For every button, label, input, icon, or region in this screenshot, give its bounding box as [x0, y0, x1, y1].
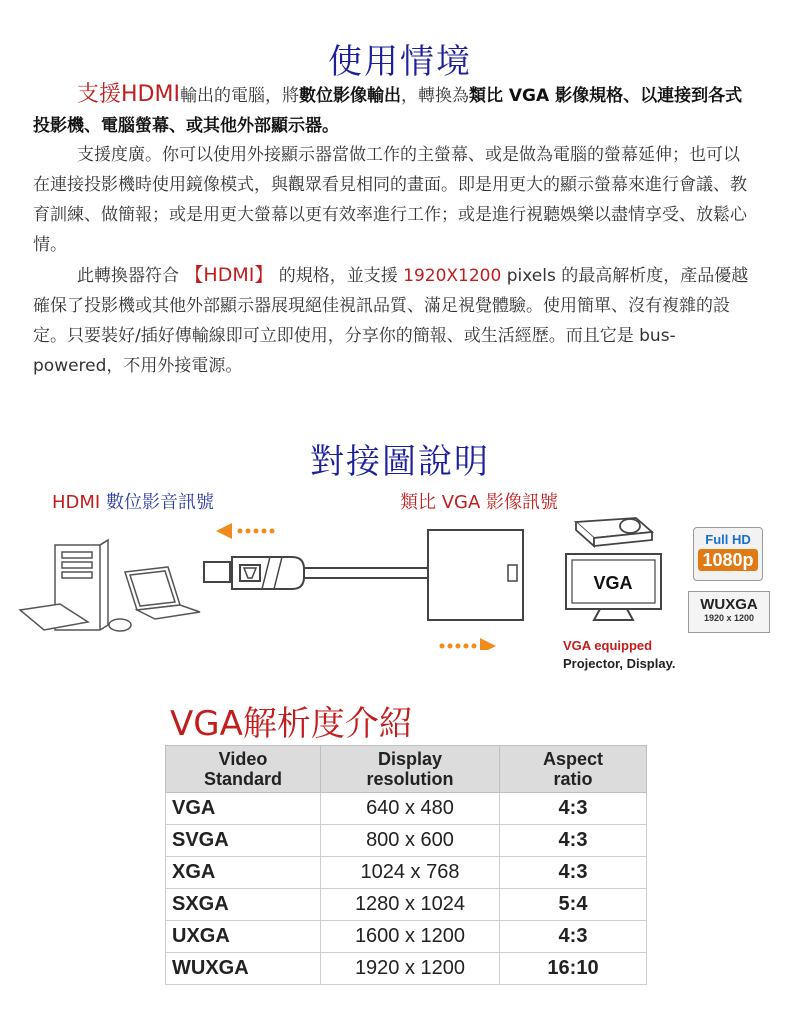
- usage-paragraph-1: [33, 80, 755, 141]
- display-resolution-cell: 1920 x 1200: [321, 953, 500, 985]
- monitor-vga-text: VGA: [593, 573, 633, 593]
- wuxga-badge: [688, 591, 770, 633]
- mouse-icon: [109, 619, 131, 631]
- cable-line: [304, 568, 428, 578]
- p3-text-1: 此轉換器符合: [77, 266, 179, 286]
- p3-text-3: pixels 的最高解析度，產品優越確保了投影機或其他外部顯示器展現絕佳視訊品質、滿足視覺體驗。使用簡單、沒有複雜的設定。只要裝好/插好傳輸線即可立即使用，分享你的簡報、或生活經歷。而且它是 bus-powered，不用外接電源。: [33, 266, 749, 376]
- wuxga-badge-resolution: 1920 x 1200: [703, 613, 755, 623]
- usage-paragraph-2: [33, 140, 755, 260]
- aspect-ratio-cell: 4:3: [500, 921, 647, 953]
- laptop-icon: [125, 567, 200, 619]
- table-row: [166, 953, 647, 985]
- display-resolution-cell: 1024 x 768: [321, 857, 500, 889]
- p1-text-1: 輸出的電腦，將: [179, 86, 299, 106]
- display-resolution-cell: 1280 x 1024: [321, 889, 500, 921]
- usage-title: 使用情境: [328, 42, 472, 82]
- video-standard-cell: UXGA: [166, 921, 321, 953]
- full-hd-text: Full HD: [705, 532, 751, 547]
- table-row: [166, 793, 647, 825]
- video-standard-cell: WUXGA: [166, 953, 321, 985]
- aspect-ratio-cell: 16:10: [500, 953, 647, 985]
- usage-paragraph-3: [33, 260, 755, 381]
- p1-bold-2: 類比 VGA 影像規格、以連接到各式投影機、電腦螢幕、或其他外部顯示器。: [33, 86, 743, 136]
- aspect-ratio-cell: 4:3: [500, 825, 647, 857]
- header-aspect-ratio: Aspect ratio: [500, 746, 647, 793]
- table-row: [166, 889, 647, 921]
- display-resolution-cell: 1600 x 1200: [321, 921, 500, 953]
- hdmi-label-blue: 數位影音訊號: [105, 492, 214, 513]
- full-hd-badge: [693, 527, 763, 581]
- aspect-ratio-cell: 5:4: [500, 889, 647, 921]
- hdmi-support-text: 支援HDMI: [77, 82, 180, 107]
- p3-hdmi-spec: 【HDMI】: [184, 264, 274, 286]
- 1080p-text: 1080p: [698, 549, 758, 571]
- vga-note-line-2: Projector, Display.: [563, 656, 676, 671]
- header-video-standard: Video Standard: [166, 746, 321, 793]
- hdmi-connector-icon: [204, 557, 304, 589]
- vga-signal-label: 類比 VGA 影像訊號: [400, 492, 559, 513]
- video-standard-cell: SXGA: [166, 889, 321, 921]
- aspect-ratio-cell: 4:3: [500, 857, 647, 889]
- vga-adapter-box-icon: [428, 530, 523, 620]
- vga-resolution-title: VGA解析度介紹: [170, 704, 413, 744]
- connection-diagram-title: 對接圖說明: [310, 442, 490, 482]
- wuxga-badge-title: WUXGA: [700, 596, 758, 613]
- right-arrow-icon: [440, 638, 497, 650]
- table-row: [166, 825, 647, 857]
- video-standard-cell: XGA: [166, 857, 321, 889]
- p3-text-2: 的規格，並支援: [278, 266, 398, 286]
- vga-note-line-1: VGA equipped: [563, 638, 653, 653]
- p1-bold-1: 數位影像輸出: [298, 86, 401, 106]
- display-resolution-cell: 800 x 600: [321, 825, 500, 857]
- display-resolution-cell: 640 x 480: [321, 793, 500, 825]
- header-display-resolution: Display resolution: [321, 746, 500, 793]
- projector-icon: [576, 518, 652, 546]
- p1-text-2: ，轉換為: [400, 86, 469, 106]
- table-row: [166, 857, 647, 889]
- table-header-row: [166, 746, 647, 793]
- resolution-table: [165, 745, 647, 985]
- table-row: [166, 921, 647, 953]
- left-arrow-icon: [216, 523, 275, 539]
- vga-equipped-note: [563, 637, 675, 673]
- hdmi-label-red: HDMI: [52, 492, 101, 513]
- connection-diagram: [0, 510, 800, 650]
- p3-max-resolution: 1920X1200: [403, 266, 502, 286]
- video-standard-cell: VGA: [166, 793, 321, 825]
- aspect-ratio-cell: 4:3: [500, 793, 647, 825]
- video-standard-cell: SVGA: [166, 825, 321, 857]
- p2-text: 支援度廣。你可以使用外接顯示器當做工作的主螢幕、或是做為電腦的螢幕延伸；也可以在連接投影機時使用鏡像模式，與觀眾看見相同的畫面。即是用更大的顯示螢幕來進行會議、教育訓練、做簡報；或是用更大螢幕以更有效率進行工作；或是進行視聽娛樂以盡情享受、放鬆心情。: [33, 145, 747, 255]
